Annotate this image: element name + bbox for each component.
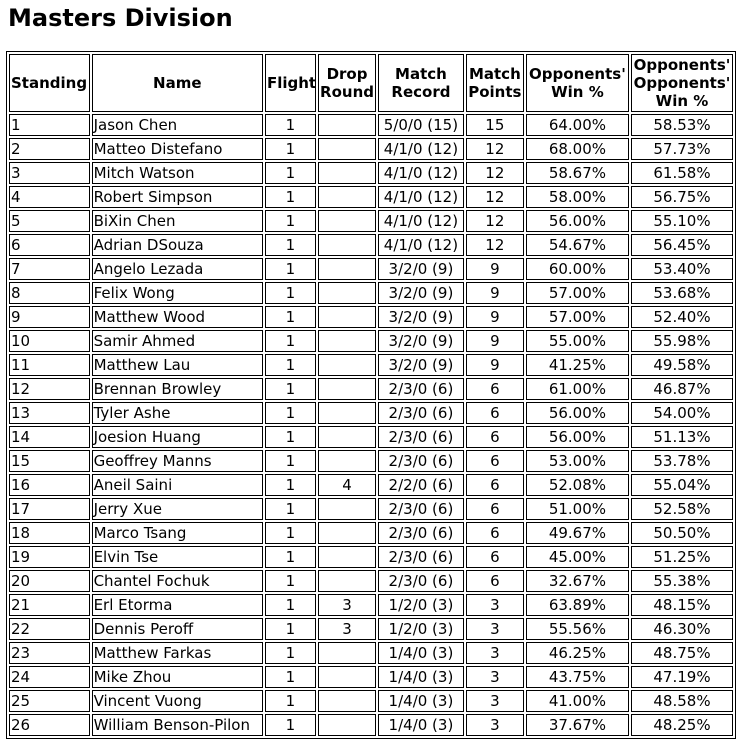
cell-match-points: 3 [466,666,524,688]
table-row [9,690,733,712]
cell-standing: 10 [9,330,90,352]
cell-opponents-win-pct: 45.00% [526,546,629,568]
cell-opponents-win-pct: 54.67% [526,234,629,256]
cell-flight: 1 [265,618,316,640]
cell-opponents-opponents-win-pct: 47.19% [631,666,733,688]
cell-match-points: 6 [466,450,524,472]
cell-standing: 12 [9,378,90,400]
cell-name: Adrian DSouza [92,234,263,256]
cell-opponents-opponents-win-pct: 53.40% [631,258,733,280]
cell-drop-round: 3 [318,618,376,640]
cell-flight: 1 [265,162,316,184]
cell-opponents-opponents-win-pct: 46.30% [631,618,733,640]
header-opponents-win-pct: Opponents' Win % [526,54,629,112]
cell-match-points: 6 [466,474,524,496]
cell-flight: 1 [265,546,316,568]
cell-opponents-opponents-win-pct: 48.58% [631,690,733,712]
cell-drop-round [318,522,376,544]
cell-name: Aneil Saini [92,474,263,496]
cell-standing: 9 [9,306,90,328]
cell-flight: 1 [265,282,316,304]
cell-drop-round [318,666,376,688]
cell-name: Jason Chen [92,114,263,136]
cell-flight: 1 [265,258,316,280]
cell-flight: 1 [265,498,316,520]
cell-match-record: 3/2/0 (9) [378,282,464,304]
cell-name: Matteo Distefano [92,138,263,160]
cell-match-points: 12 [466,210,524,232]
cell-opponents-opponents-win-pct: 52.40% [631,306,733,328]
cell-match-points: 6 [466,426,524,448]
table-row [9,666,733,688]
cell-match-record: 2/3/0 (6) [378,378,464,400]
cell-match-record: 4/1/0 (12) [378,162,464,184]
cell-match-points: 15 [466,114,524,136]
cell-standing: 25 [9,690,90,712]
cell-match-points: 6 [466,498,524,520]
page-title: Masters Division [8,4,233,32]
cell-match-record: 1/2/0 (3) [378,594,464,616]
cell-flight: 1 [265,378,316,400]
cell-name: Erl Etorma [92,594,263,616]
table-row [9,138,733,160]
cell-drop-round [318,186,376,208]
cell-standing: 15 [9,450,90,472]
cell-standing: 16 [9,474,90,496]
table-row [9,426,733,448]
cell-opponents-win-pct: 68.00% [526,138,629,160]
table-row [9,234,733,256]
cell-opponents-win-pct: 37.67% [526,714,629,736]
cell-match-points: 9 [466,282,524,304]
cell-standing: 2 [9,138,90,160]
cell-flight: 1 [265,690,316,712]
cell-opponents-win-pct: 43.75% [526,666,629,688]
table-row [9,162,733,184]
cell-drop-round [318,138,376,160]
header-opponents-opponents-win-pct: Opponents' Opponents' Win % [631,54,733,112]
cell-name: William Benson-Pilon [92,714,263,736]
cell-name: Felix Wong [92,282,263,304]
cell-opponents-win-pct: 57.00% [526,306,629,328]
cell-match-record: 2/3/0 (6) [378,498,464,520]
table-row [9,522,733,544]
table-row [9,714,733,736]
cell-opponents-win-pct: 57.00% [526,282,629,304]
cell-opponents-win-pct: 51.00% [526,498,629,520]
cell-match-points: 6 [466,570,524,592]
cell-match-record: 1/4/0 (3) [378,690,464,712]
cell-match-points: 3 [466,594,524,616]
cell-drop-round [318,258,376,280]
cell-match-points: 6 [466,546,524,568]
cell-drop-round: 3 [318,594,376,616]
cell-match-points: 12 [466,162,524,184]
cell-standing: 20 [9,570,90,592]
cell-flight: 1 [265,354,316,376]
cell-match-points: 9 [466,354,524,376]
standings-table [6,51,736,739]
cell-match-points: 9 [466,330,524,352]
table-row [9,450,733,472]
cell-name: Joesion Huang [92,426,263,448]
cell-match-record: 3/2/0 (9) [378,354,464,376]
cell-opponents-win-pct: 58.67% [526,162,629,184]
cell-flight: 1 [265,714,316,736]
cell-opponents-win-pct: 55.00% [526,330,629,352]
cell-flight: 1 [265,210,316,232]
table-row [9,498,733,520]
cell-opponents-win-pct: 56.00% [526,402,629,424]
cell-match-record: 1/4/0 (3) [378,666,464,688]
cell-opponents-win-pct: 41.25% [526,354,629,376]
cell-drop-round [318,234,376,256]
cell-flight: 1 [265,642,316,664]
cell-standing: 1 [9,114,90,136]
cell-opponents-opponents-win-pct: 58.53% [631,114,733,136]
cell-drop-round [318,210,376,232]
cell-match-record: 1/2/0 (3) [378,618,464,640]
cell-drop-round [318,450,376,472]
cell-flight: 1 [265,666,316,688]
cell-opponents-opponents-win-pct: 53.68% [631,282,733,304]
cell-flight: 1 [265,450,316,472]
cell-name: Matthew Wood [92,306,263,328]
cell-match-record: 3/2/0 (9) [378,258,464,280]
cell-name: Brennan Browley [92,378,263,400]
cell-opponents-win-pct: 55.56% [526,618,629,640]
header-drop-round: Drop Round [318,54,376,112]
cell-match-record: 1/4/0 (3) [378,642,464,664]
cell-match-points: 3 [466,714,524,736]
cell-flight: 1 [265,186,316,208]
cell-opponents-win-pct: 53.00% [526,450,629,472]
table-row [9,642,733,664]
cell-opponents-opponents-win-pct: 55.38% [631,570,733,592]
cell-opponents-win-pct: 41.00% [526,690,629,712]
cell-match-record: 4/1/0 (12) [378,210,464,232]
cell-opponents-win-pct: 63.89% [526,594,629,616]
cell-name: BiXin Chen [92,210,263,232]
cell-drop-round [318,426,376,448]
cell-name: Geoffrey Manns [92,450,263,472]
cell-opponents-win-pct: 49.67% [526,522,629,544]
cell-standing: 19 [9,546,90,568]
cell-match-points: 12 [466,138,524,160]
header-match-points: Match Points [466,54,524,112]
cell-name: Matthew Lau [92,354,263,376]
cell-opponents-opponents-win-pct: 52.58% [631,498,733,520]
table-row [9,114,733,136]
header-flight: Flight [265,54,316,112]
cell-name: Tyler Ashe [92,402,263,424]
cell-opponents-opponents-win-pct: 55.10% [631,210,733,232]
cell-name: Samir Ahmed [92,330,263,352]
cell-opponents-opponents-win-pct: 61.58% [631,162,733,184]
cell-opponents-win-pct: 56.00% [526,210,629,232]
cell-opponents-win-pct: 61.00% [526,378,629,400]
cell-opponents-opponents-win-pct: 55.98% [631,330,733,352]
table-row [9,354,733,376]
cell-drop-round [318,162,376,184]
cell-opponents-win-pct: 52.08% [526,474,629,496]
cell-standing: 26 [9,714,90,736]
cell-opponents-win-pct: 60.00% [526,258,629,280]
cell-match-record: 2/3/0 (6) [378,522,464,544]
cell-drop-round [318,546,376,568]
cell-match-record: 4/1/0 (12) [378,138,464,160]
cell-name: Chantel Fochuk [92,570,263,592]
cell-match-points: 3 [466,618,524,640]
cell-name: Angelo Lezada [92,258,263,280]
cell-standing: 3 [9,162,90,184]
cell-match-record: 2/2/0 (6) [378,474,464,496]
cell-drop-round [318,306,376,328]
header-name: Name [92,54,263,112]
cell-name: Dennis Peroff [92,618,263,640]
cell-standing: 13 [9,402,90,424]
cell-drop-round [318,570,376,592]
table-row [9,258,733,280]
cell-match-record: 3/2/0 (9) [378,306,464,328]
cell-drop-round [318,378,376,400]
cell-name: Matthew Farkas [92,642,263,664]
table-row [9,402,733,424]
header-match-record: Match Record [378,54,464,112]
table-row [9,330,733,352]
cell-match-points: 3 [466,642,524,664]
cell-opponents-opponents-win-pct: 55.04% [631,474,733,496]
cell-drop-round [318,282,376,304]
cell-opponents-win-pct: 64.00% [526,114,629,136]
cell-opponents-opponents-win-pct: 56.75% [631,186,733,208]
cell-standing: 21 [9,594,90,616]
cell-standing: 17 [9,498,90,520]
cell-drop-round [318,114,376,136]
table-row [9,282,733,304]
cell-match-points: 12 [466,234,524,256]
cell-standing: 18 [9,522,90,544]
table-row [9,570,733,592]
cell-match-record: 4/1/0 (12) [378,234,464,256]
cell-standing: 4 [9,186,90,208]
cell-flight: 1 [265,594,316,616]
cell-drop-round [318,498,376,520]
cell-match-points: 6 [466,522,524,544]
cell-match-points: 9 [466,306,524,328]
cell-standing: 7 [9,258,90,280]
header-row [9,54,733,112]
cell-flight: 1 [265,426,316,448]
table-row [9,594,733,616]
cell-flight: 1 [265,138,316,160]
cell-standing: 5 [9,210,90,232]
table-row [9,474,733,496]
cell-opponents-win-pct: 58.00% [526,186,629,208]
cell-standing: 6 [9,234,90,256]
cell-flight: 1 [265,306,316,328]
cell-drop-round [318,642,376,664]
cell-opponents-opponents-win-pct: 48.15% [631,594,733,616]
cell-match-record: 2/3/0 (6) [378,426,464,448]
cell-drop-round [318,354,376,376]
cell-opponents-opponents-win-pct: 56.45% [631,234,733,256]
cell-opponents-win-pct: 32.67% [526,570,629,592]
header-standing: Standing [9,54,90,112]
table-row [9,306,733,328]
cell-opponents-win-pct: 56.00% [526,426,629,448]
cell-name: Mitch Watson [92,162,263,184]
cell-match-record: 3/2/0 (9) [378,330,464,352]
cell-match-points: 12 [466,186,524,208]
cell-flight: 1 [265,570,316,592]
cell-drop-round [318,714,376,736]
cell-standing: 14 [9,426,90,448]
cell-opponents-opponents-win-pct: 53.78% [631,450,733,472]
cell-opponents-win-pct: 46.25% [526,642,629,664]
cell-standing: 11 [9,354,90,376]
cell-opponents-opponents-win-pct: 51.25% [631,546,733,568]
cell-standing: 24 [9,666,90,688]
cell-match-points: 3 [466,690,524,712]
cell-opponents-opponents-win-pct: 49.58% [631,354,733,376]
cell-flight: 1 [265,402,316,424]
cell-name: Robert Simpson [92,186,263,208]
cell-drop-round: 4 [318,474,376,496]
cell-match-record: 2/3/0 (6) [378,402,464,424]
table-row [9,186,733,208]
cell-opponents-opponents-win-pct: 46.87% [631,378,733,400]
cell-opponents-opponents-win-pct: 48.75% [631,642,733,664]
cell-flight: 1 [265,474,316,496]
cell-opponents-opponents-win-pct: 57.73% [631,138,733,160]
cell-drop-round [318,690,376,712]
table-row [9,546,733,568]
cell-match-points: 9 [466,258,524,280]
table-row [9,618,733,640]
cell-opponents-opponents-win-pct: 50.50% [631,522,733,544]
cell-name: Mike Zhou [92,666,263,688]
cell-opponents-opponents-win-pct: 48.25% [631,714,733,736]
cell-flight: 1 [265,114,316,136]
table-row [9,378,733,400]
cell-match-record: 2/3/0 (6) [378,570,464,592]
cell-opponents-opponents-win-pct: 51.13% [631,426,733,448]
cell-flight: 1 [265,330,316,352]
cell-name: Marco Tsang [92,522,263,544]
cell-standing: 22 [9,618,90,640]
cell-flight: 1 [265,522,316,544]
cell-standing: 8 [9,282,90,304]
cell-match-record: 2/3/0 (6) [378,450,464,472]
cell-name: Jerry Xue [92,498,263,520]
cell-match-points: 6 [466,378,524,400]
cell-match-record: 2/3/0 (6) [378,546,464,568]
cell-flight: 1 [265,234,316,256]
cell-name: Elvin Tse [92,546,263,568]
cell-standing: 23 [9,642,90,664]
cell-match-record: 1/4/0 (3) [378,714,464,736]
cell-name: Vincent Vuong [92,690,263,712]
cell-drop-round [318,402,376,424]
cell-match-record: 5/0/0 (15) [378,114,464,136]
table-row [9,210,733,232]
cell-opponents-opponents-win-pct: 54.00% [631,402,733,424]
cell-drop-round [318,330,376,352]
cell-match-points: 6 [466,402,524,424]
cell-match-record: 4/1/0 (12) [378,186,464,208]
